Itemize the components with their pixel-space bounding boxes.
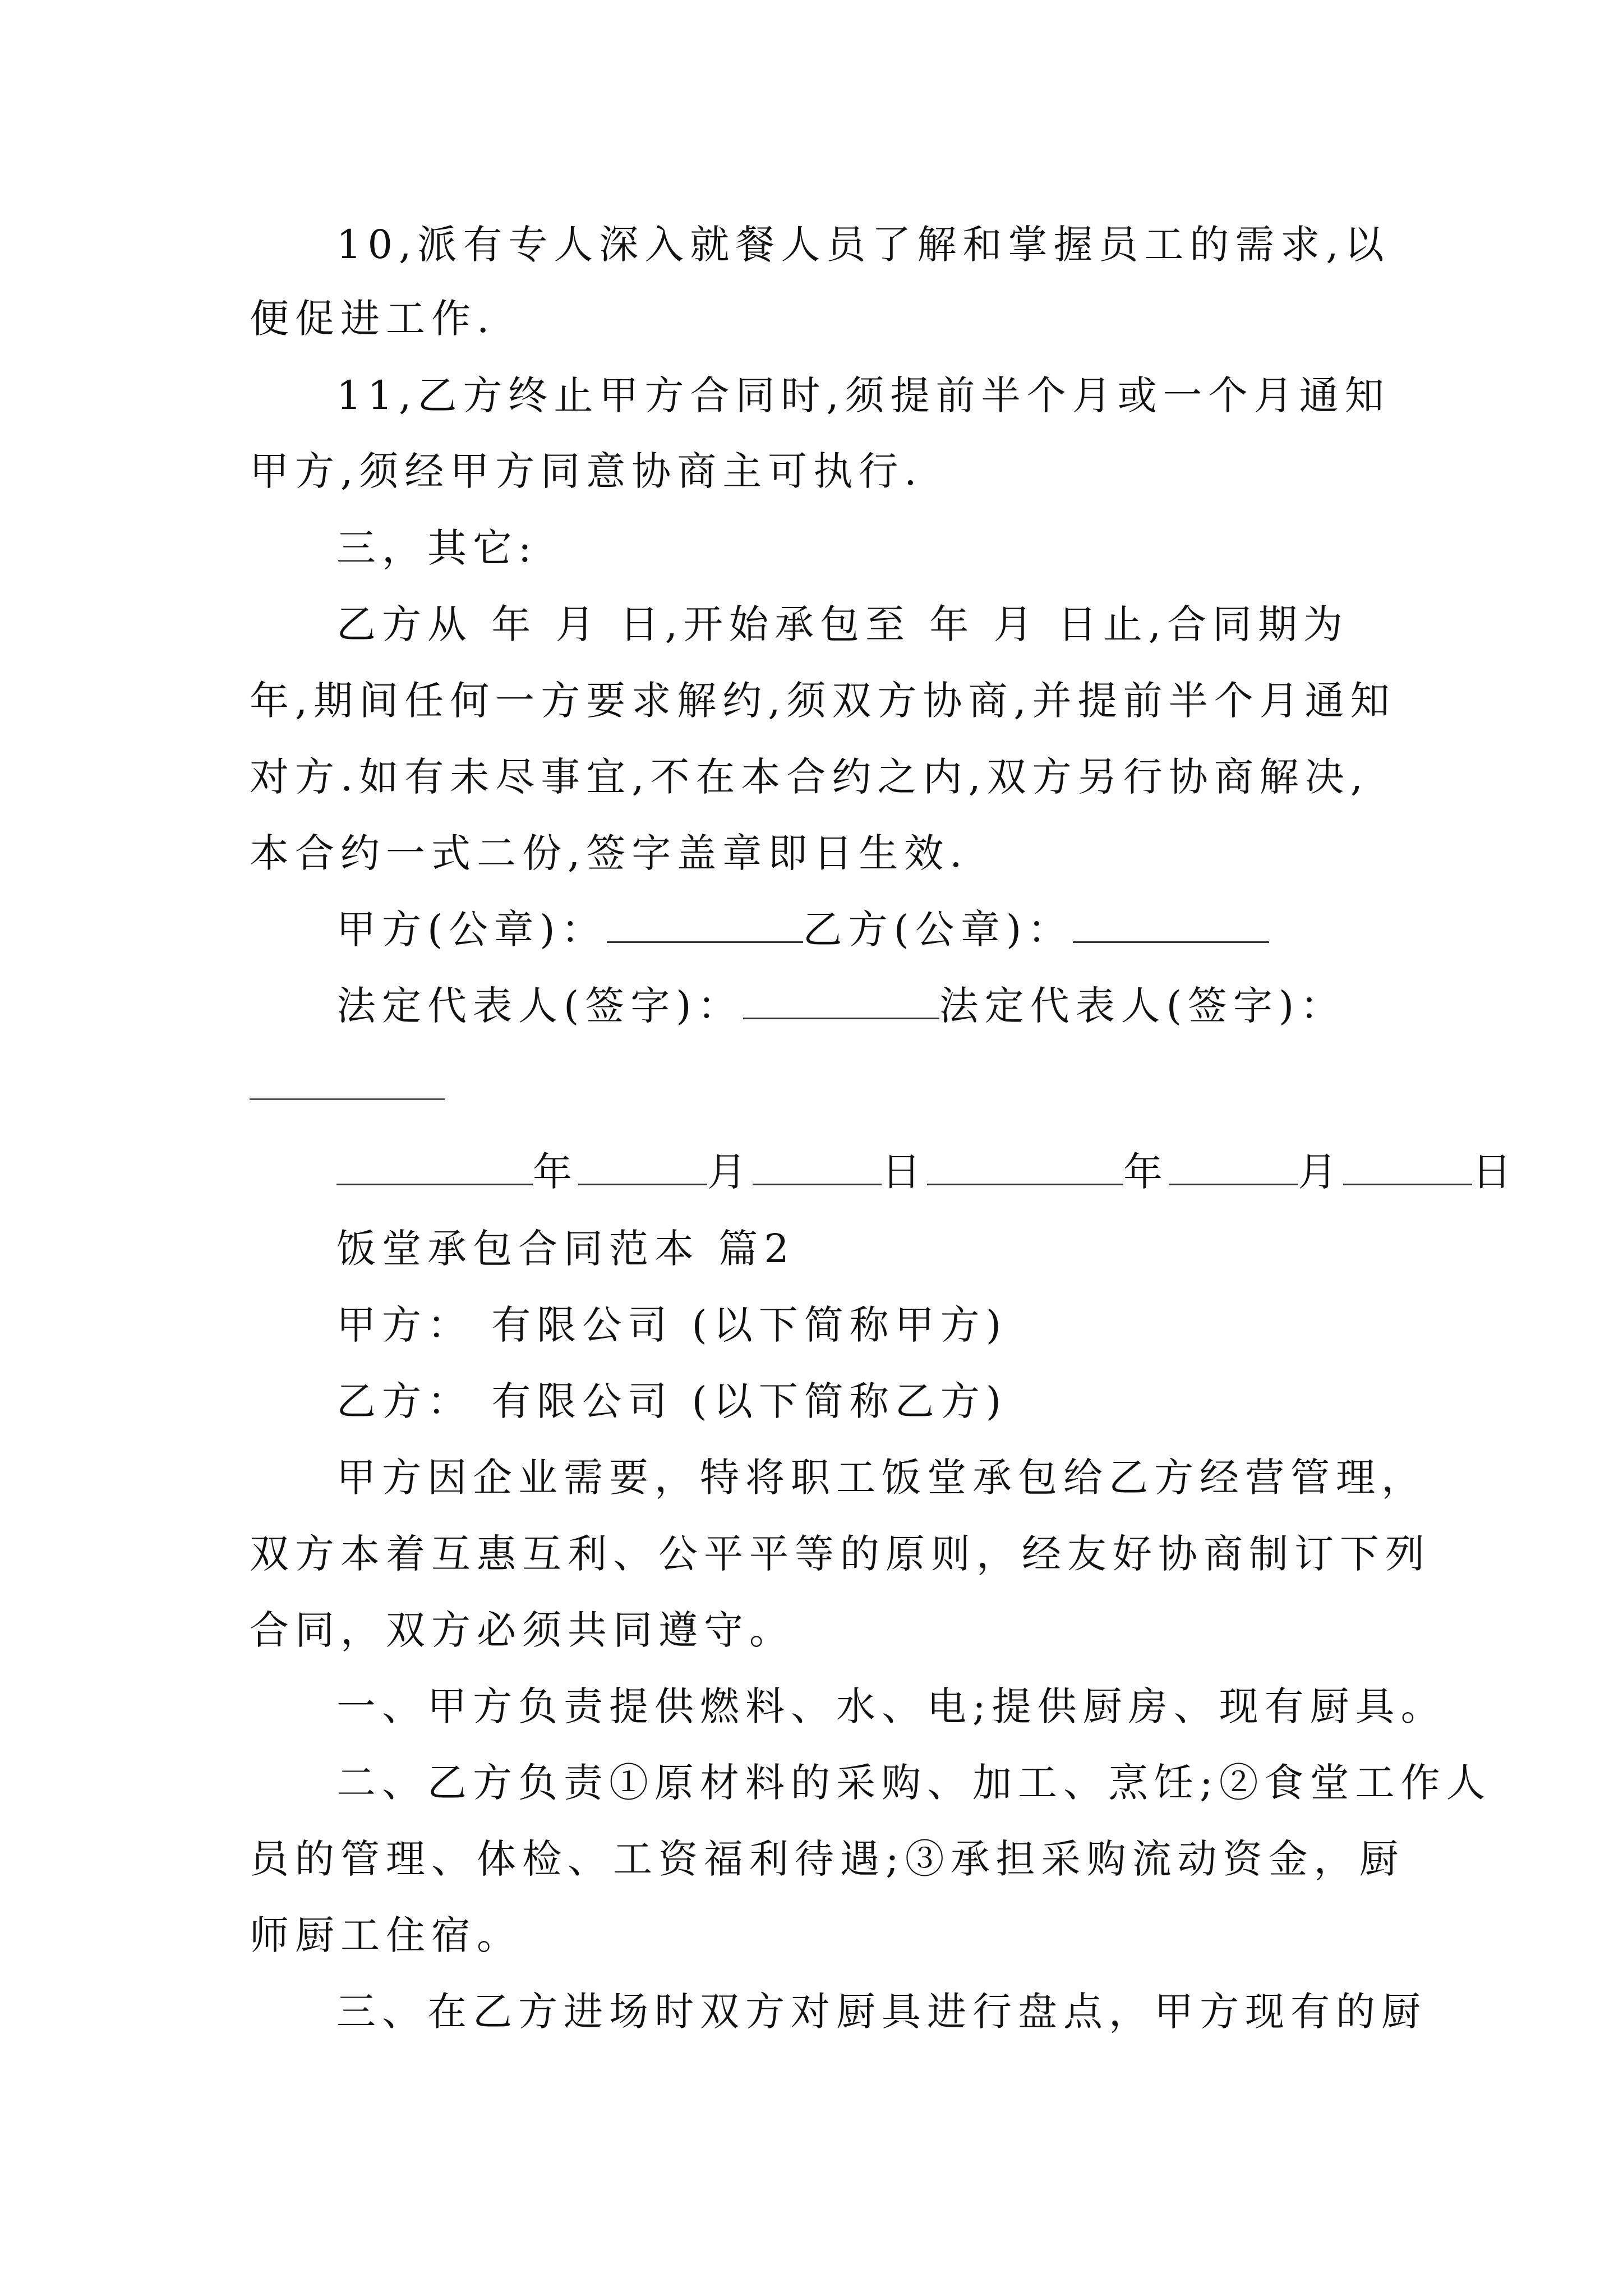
article-2-title: 饭堂承包合同范本 篇2	[336, 1226, 795, 1272]
party-a-seal-blank	[607, 907, 803, 943]
term-line-2: 年,期间任何一方要求解约,须双方协商,并提前半个月通知	[250, 678, 1396, 724]
rep-b-label: 法定代表人(签字)：	[939, 983, 1346, 1029]
term-line-3: 对方.如有未尽事宜,不在本合约之内,双方另行协商解决,	[250, 754, 1370, 800]
article-2-clause-2-line-3: 师厨工住宿。	[250, 1912, 522, 1958]
article-2-clause-2-line-2: 员的管理、体检、工资福利待遇;③承担采购流动资金，厨	[250, 1836, 1405, 1882]
term-line-1: 乙方从 年 月 日,开始承包至 年 月 日止,合同期为	[336, 601, 1349, 647]
paragraph-10-line-2: 便促进工作.	[250, 296, 496, 342]
date-a-day: 日	[882, 1149, 927, 1195]
party-b-seal-blank	[1073, 907, 1269, 943]
date-a-year: 年	[533, 1149, 578, 1195]
term-line-4: 本合约一式二份,签字盖章即日生效.	[250, 830, 969, 876]
party-a-seal-label: 甲方(公章)：	[336, 907, 607, 953]
article-2-party-a: 甲方： 有限公司 (以下简称甲方)	[336, 1302, 1008, 1348]
paragraph-11-line-2: 甲方,须经甲方同意协商主可执行.	[250, 448, 923, 494]
article-2-clause-2-line-1: 二、乙方负责①原材料的采购、加工、烹饪;②食堂工作人	[336, 1760, 1492, 1806]
article-2-clause-3-line-1: 三、在乙方进场时双方对厨具进行盘点，甲方现有的厨	[336, 1989, 1427, 2035]
article-2-clause-1: 一、甲方负责提供燃料、水、电;提供厨房、现有厨具。	[336, 1683, 1446, 1729]
article-2-intro-line-1: 甲方因企业需要，特将职工饭堂承包给乙方经营管理，	[336, 1455, 1427, 1501]
representative-line	[336, 978, 1345, 1034]
date-b-month: 月	[1298, 1149, 1343, 1195]
party-b-seal-label: 乙方(公章)：	[803, 907, 1073, 953]
date-a-month: 月	[707, 1149, 753, 1195]
date-line	[336, 1144, 1518, 1200]
article-2-intro-line-2: 双方本着互惠互利、公平平等的原则，经友好协商制订下列	[250, 1531, 1431, 1577]
paragraph-10-line-1: 10,派有专人深入就餐人员了解和掌握员工的需求,以	[336, 222, 1390, 268]
date-b-day-blank	[1343, 1149, 1472, 1185]
date-b-day: 日	[1472, 1149, 1518, 1195]
rep-b-signature-blank	[250, 1098, 445, 1100]
date-b-year: 年	[1123, 1149, 1169, 1195]
date-b-blank	[927, 1149, 1123, 1185]
section-3-heading: 三，其它:	[336, 525, 538, 571]
date-a-blank	[336, 1149, 533, 1185]
seal-line	[336, 901, 1269, 958]
article-2-party-b: 乙方： 有限公司 (以下简称乙方)	[336, 1378, 1008, 1424]
date-a-month-blank	[578, 1149, 707, 1185]
article-2-intro-line-3: 合同，双方必须共同遵守。	[250, 1607, 795, 1653]
rep-a-label: 法定代表人(签字)：	[336, 983, 743, 1029]
rep-a-blank	[743, 983, 939, 1019]
paragraph-11-line-1: 11,乙方终止甲方合同时,须提前半个月或一个月通知	[336, 372, 1390, 418]
date-a-day-blank	[753, 1149, 882, 1185]
date-b-month-blank	[1169, 1149, 1298, 1185]
